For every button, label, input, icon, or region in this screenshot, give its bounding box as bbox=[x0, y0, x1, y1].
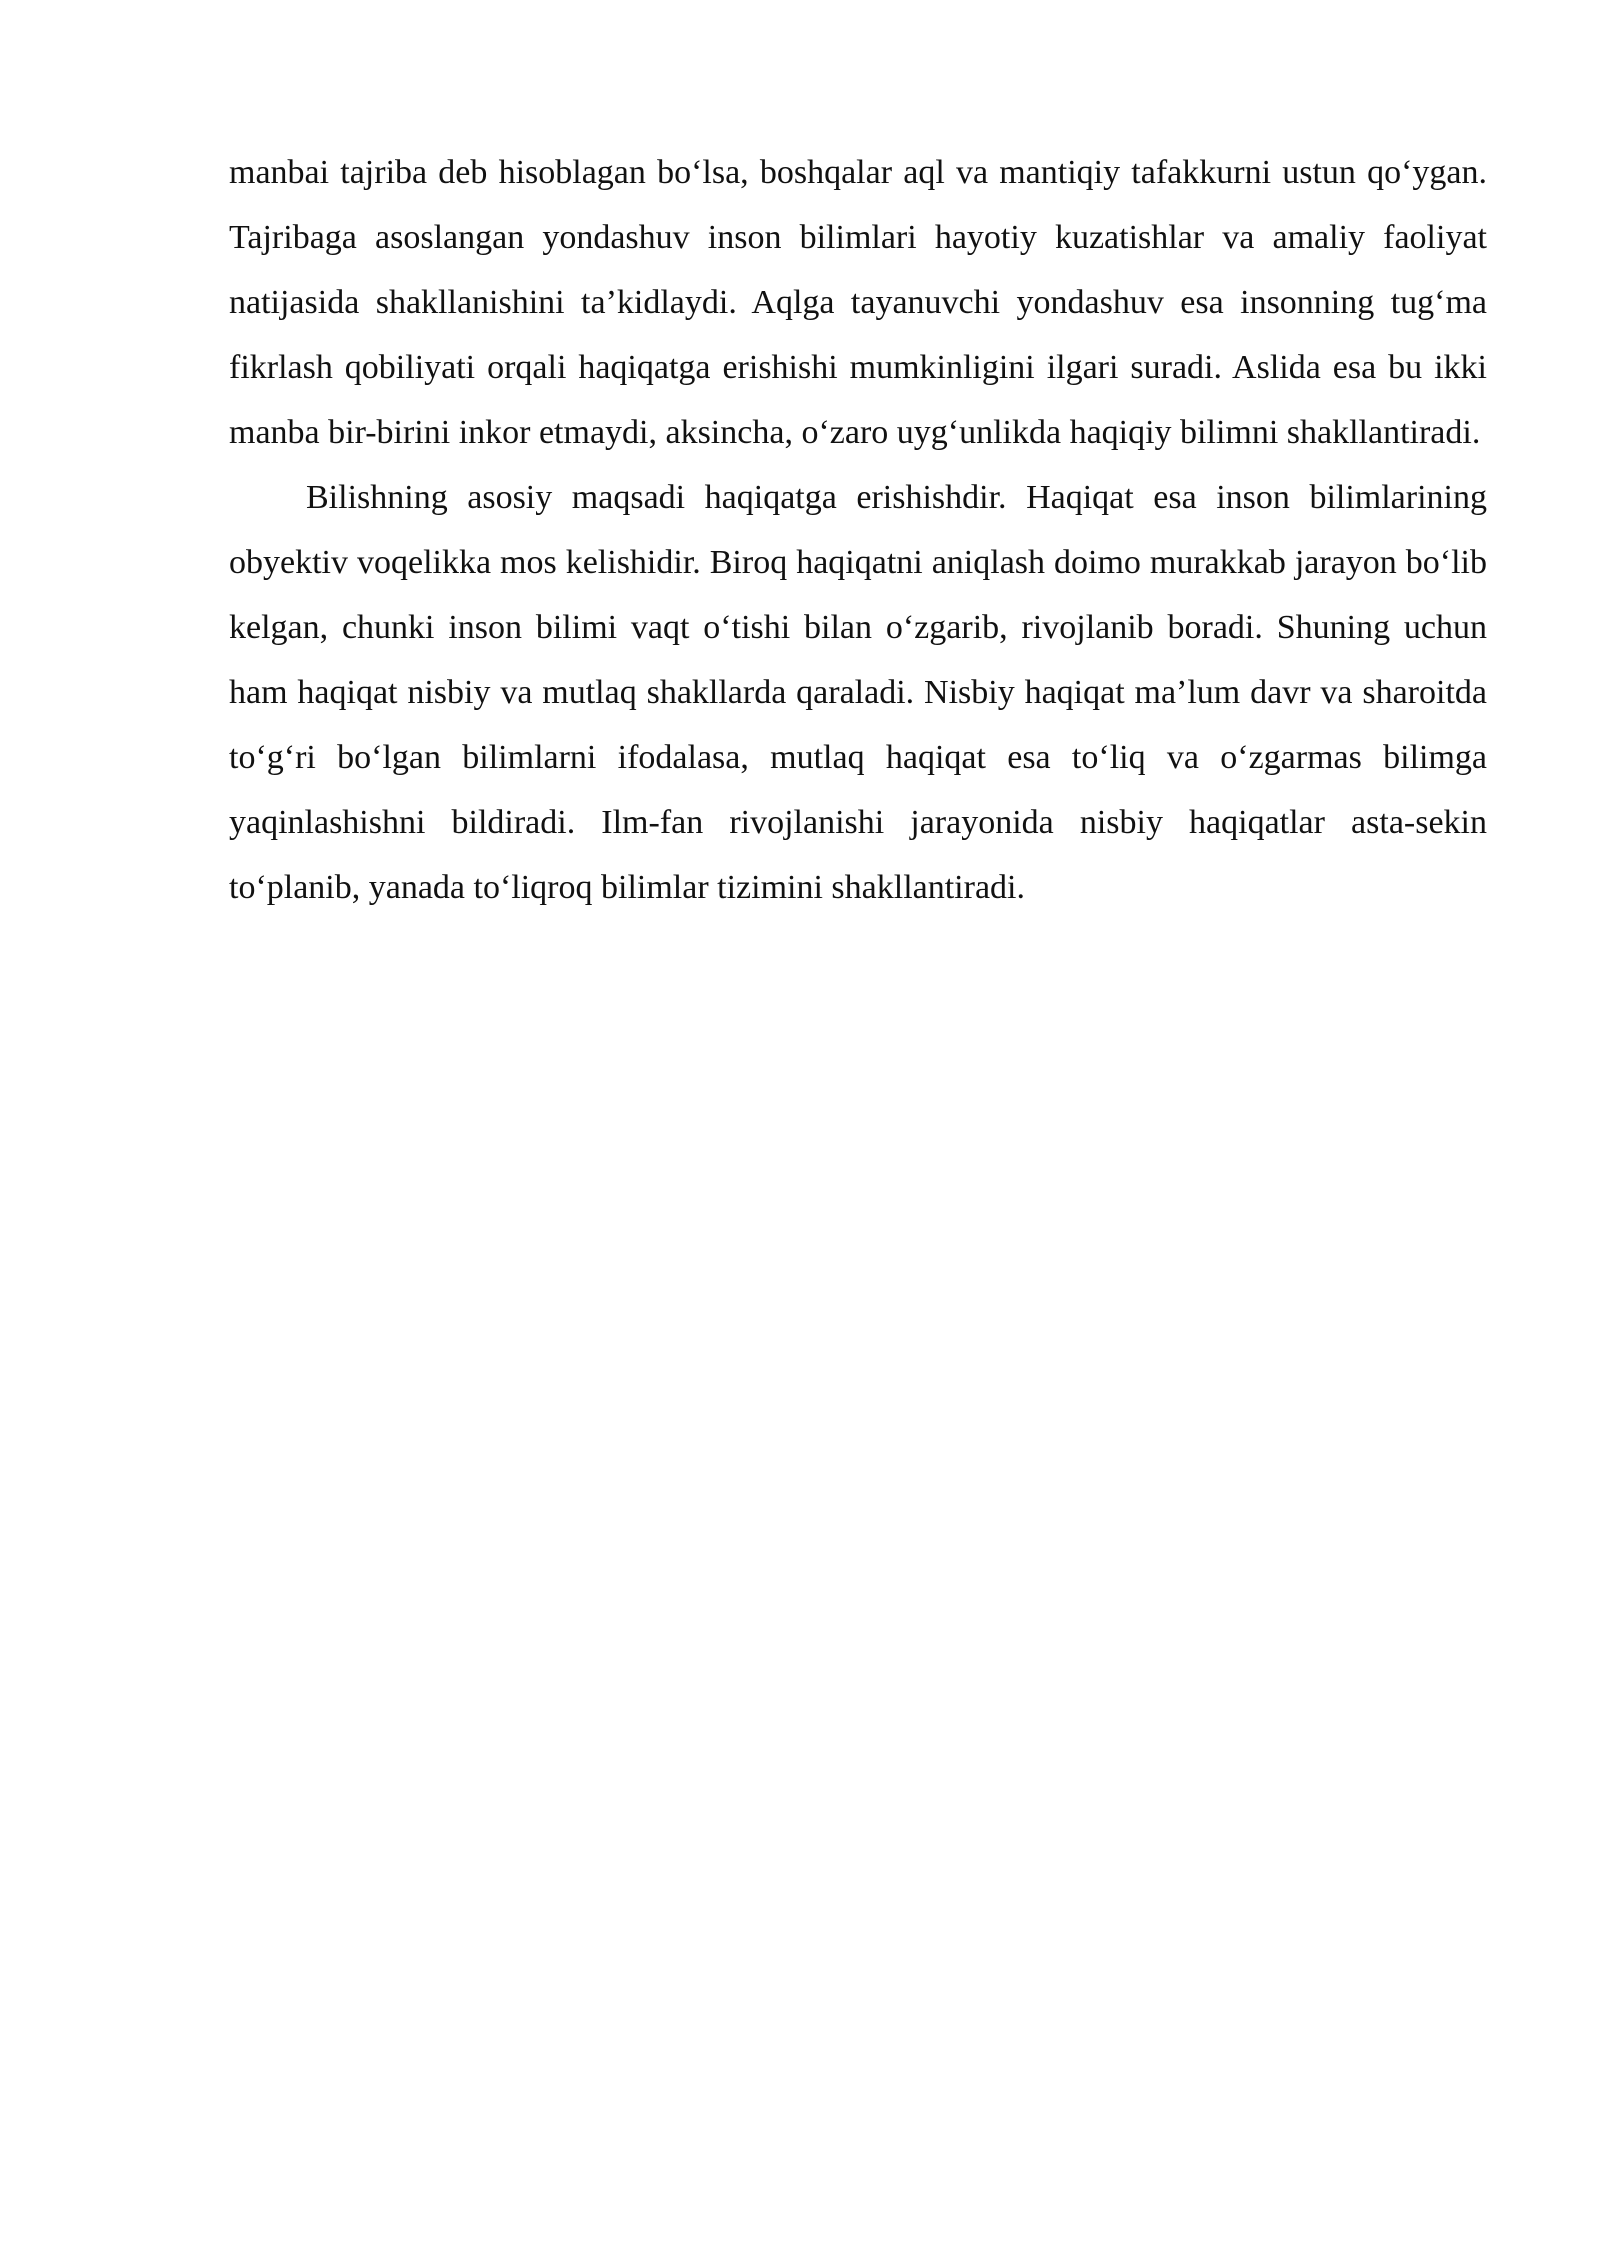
paragraph-1: manbai tajriba deb hisoblagan bo‘lsa, boshqalar aql va mantiqiy tafakkurni ustun qo‘ygan. Tajribaga asoslangan yondashuv inson bilimlari hayotiy kuzatishlar va amaliy faoliyat natijasida shakllanishini ta’kidlaydi. Aqlga tayanuvchi yondashuv esa insonning tug‘ma fikrlash qobiliyati orqali haqiqatga erishishi mumkinligini ilgari suradi. Aslida esa bu ikki manba bir-birini inkor etmaydi, aksincha, o‘zaro uyg‘unlikda haqiqiy bilimni shakllantiradi. bbox=[229, 154, 1487, 451]
paragraph-2: Bilishning asosiy maqsadi haqiqatga erishishdir. Haqiqat esa inson bilimlarining obyektiv voqelikka mos kelishidir. Biroq haqiqatni aniqlash doimo murakkab jarayon bo‘lib kelgan, chunki inson bilimi vaqt o‘tishi bilan o‘zgarib, rivojlanib boradi. Shuning uchun ham haqiqat nisbiy va mutlaq shakllarda qaraladi. Nisbiy haqiqat ma’lum davr va sharoitda to‘g‘ri bo‘lgan bilimlarni ifodalasa, mutlaq haqiqat esa to‘liq va o‘zgarmas bilimga yaqinlashishni bildiradi. Ilm-fan rivojlanishi jarayonida nisbiy haqiqatlar asta-sekin to‘planib, yanada to‘liqroq bilimlar tizimini shakllantiradi. bbox=[229, 479, 1487, 906]
body-text bbox=[229, 140, 1487, 920]
